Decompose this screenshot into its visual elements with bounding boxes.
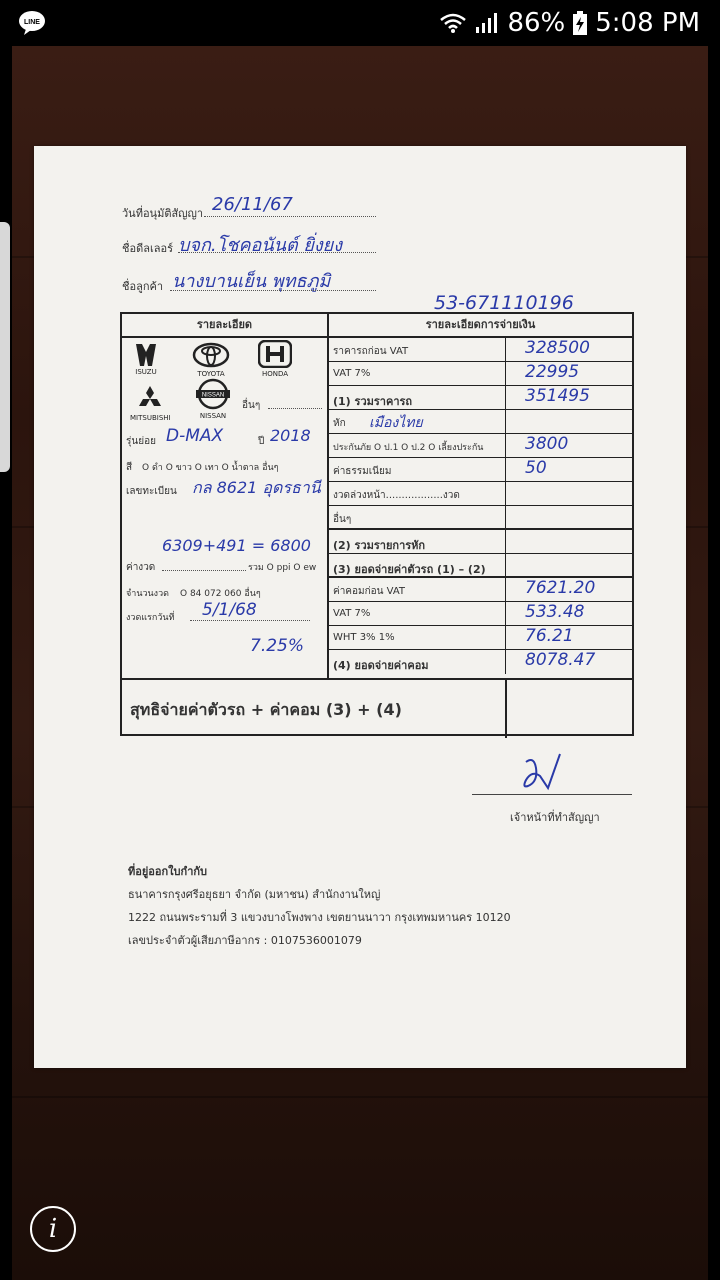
color-options: O ดำ O ขาว O เทา O น้ำตาล อื่นๆ <box>142 463 279 473</box>
deduct-note: เมืองไทย <box>369 415 423 431</box>
row-total-price: (1) รวมราคารถ 351495 <box>329 386 632 410</box>
row-commission-total: (4) ยอดจ่ายค่าคอม 8078.47 <box>333 650 596 672</box>
row-commission-vat: VAT 7% 533.48 <box>329 602 632 626</box>
document-paper <box>34 146 686 1068</box>
customer-label: ชื่อลูกค้า <box>122 280 164 293</box>
vehicle-details-column <box>122 314 329 678</box>
issuer-line-2: 1222 ถนนพระรามที่ 3 แขวงบางโพงพาง เขตยานนาวา กรุงเทพมหานคร 10120 <box>128 911 511 924</box>
row-deduct: หัก เมืองไทย <box>329 410 632 434</box>
year-label: ปี <box>258 436 265 447</box>
battery-charging-icon <box>573 11 587 35</box>
contract-number: 53-671110196 <box>434 292 574 314</box>
signature-line <box>472 794 632 795</box>
model-value: D-MAX <box>166 426 224 446</box>
nissan-logo-icon: NISSAN NISSAN <box>194 378 232 420</box>
first-due-label: งวดแรกวันที่ <box>126 613 175 623</box>
row-total-deduct: (2) รวมรายการหัก <box>329 530 632 554</box>
issuer-address-block <box>128 860 511 952</box>
payment-form-table <box>120 312 634 736</box>
payment-details-column <box>329 314 632 678</box>
issuer-title: ที่อยู่ออกใบกำกับ <box>128 865 208 878</box>
battery-percent: 86% <box>507 8 566 38</box>
issuer-line-1: ธนาคารกรุงศรีอยุธยา จำกัด (มหาชน) สำนักงานใหญ่ <box>128 888 381 901</box>
toyota-logo-icon: TOYOTA <box>192 342 230 378</box>
interest-rate: 7.25% <box>250 636 305 656</box>
model-label: รุ่นย่อย <box>126 436 156 447</box>
svg-text:NISSAN: NISSAN <box>201 392 225 399</box>
issuer-line-3: เลขประจำตัวผู้เสียภาษีอากร : 0107536001079 <box>128 934 362 947</box>
installment-calc: 6309+491 = 6800 <box>162 536 311 555</box>
edge-handle[interactable] <box>0 222 10 472</box>
installment-incl: รวม O ppi O ew <box>248 563 317 573</box>
row-wht: WHT 3% 1% 76.21 <box>329 626 632 650</box>
approve-date-value: 26/11/67 <box>212 194 293 215</box>
row-price-before-vat: ราคารถก่อน VAT 328500 <box>329 338 632 362</box>
honda-logo-icon: HONDA <box>258 340 292 378</box>
installment-label: ค่างวด <box>126 562 156 573</box>
clock: 5:08 PM <box>595 8 700 38</box>
row-insurance: ประกันภัย O ป.1 O ป.2 O เลี้ยงประกัน 3800 <box>329 434 632 458</box>
net-payment-label: สุทธิจ่ายค่าตัวรถ + ค่าคอม (3) + (4) <box>130 700 402 719</box>
svg-text:LINE: LINE <box>24 19 40 26</box>
plate-label: เลขทะเบียน <box>126 486 177 497</box>
dealer-value: บจก.โชคอนันต์ ยิ่งยง <box>178 235 343 256</box>
terms-label: จำนวนงวด <box>126 589 169 599</box>
right-header: รายละเอียดการจ่ายเงิน <box>329 314 632 338</box>
color-label: สี <box>126 462 133 473</box>
brand-other-label: อื่นๆ <box>242 400 261 411</box>
signature-mark <box>520 752 564 796</box>
customer-value: นางบานเย็น พุทธภูมิ <box>172 271 331 292</box>
dealer-label: ชื่อดีลเลอร์ <box>122 242 173 255</box>
line-app-icon <box>18 10 46 36</box>
status-bar <box>0 0 720 46</box>
row-other: อื่นๆ <box>329 506 632 530</box>
row-car-payment: (3) ยอดจ่ายค่าตัวรถ (1) – (2) <box>329 554 632 578</box>
net-payment-row <box>122 678 632 736</box>
info-button[interactable]: i <box>30 1206 76 1252</box>
row-vat: VAT 7% 22995 <box>329 362 632 386</box>
terms-options: O 84 072 060 อื่นๆ <box>180 589 261 599</box>
wifi-icon <box>439 12 467 34</box>
first-due-value: 5/1/68 <box>202 600 257 620</box>
left-header: รายละเอียด <box>122 314 327 338</box>
approve-date-label: วันที่อนุมัติสัญญา <box>122 207 204 220</box>
signer-label: เจ้าหน้าที่ทำสัญญา <box>510 811 600 824</box>
row-commission-before-vat: ค่าคอมก่อน VAT 7621.20 <box>329 578 632 602</box>
isuzu-logo-icon: ISUZU <box>134 344 158 376</box>
mitsubishi-logo-icon: MITSUBISHI <box>130 386 171 422</box>
row-fee: ค่าธรรมเนียม 50 <box>329 458 632 482</box>
plate-value: กล 8621 อุดรธานี <box>192 478 321 497</box>
signal-icon <box>475 12 499 34</box>
row-advance: งวดล่วงหน้า..................งวด <box>329 482 632 506</box>
year-value: 2018 <box>270 426 311 445</box>
